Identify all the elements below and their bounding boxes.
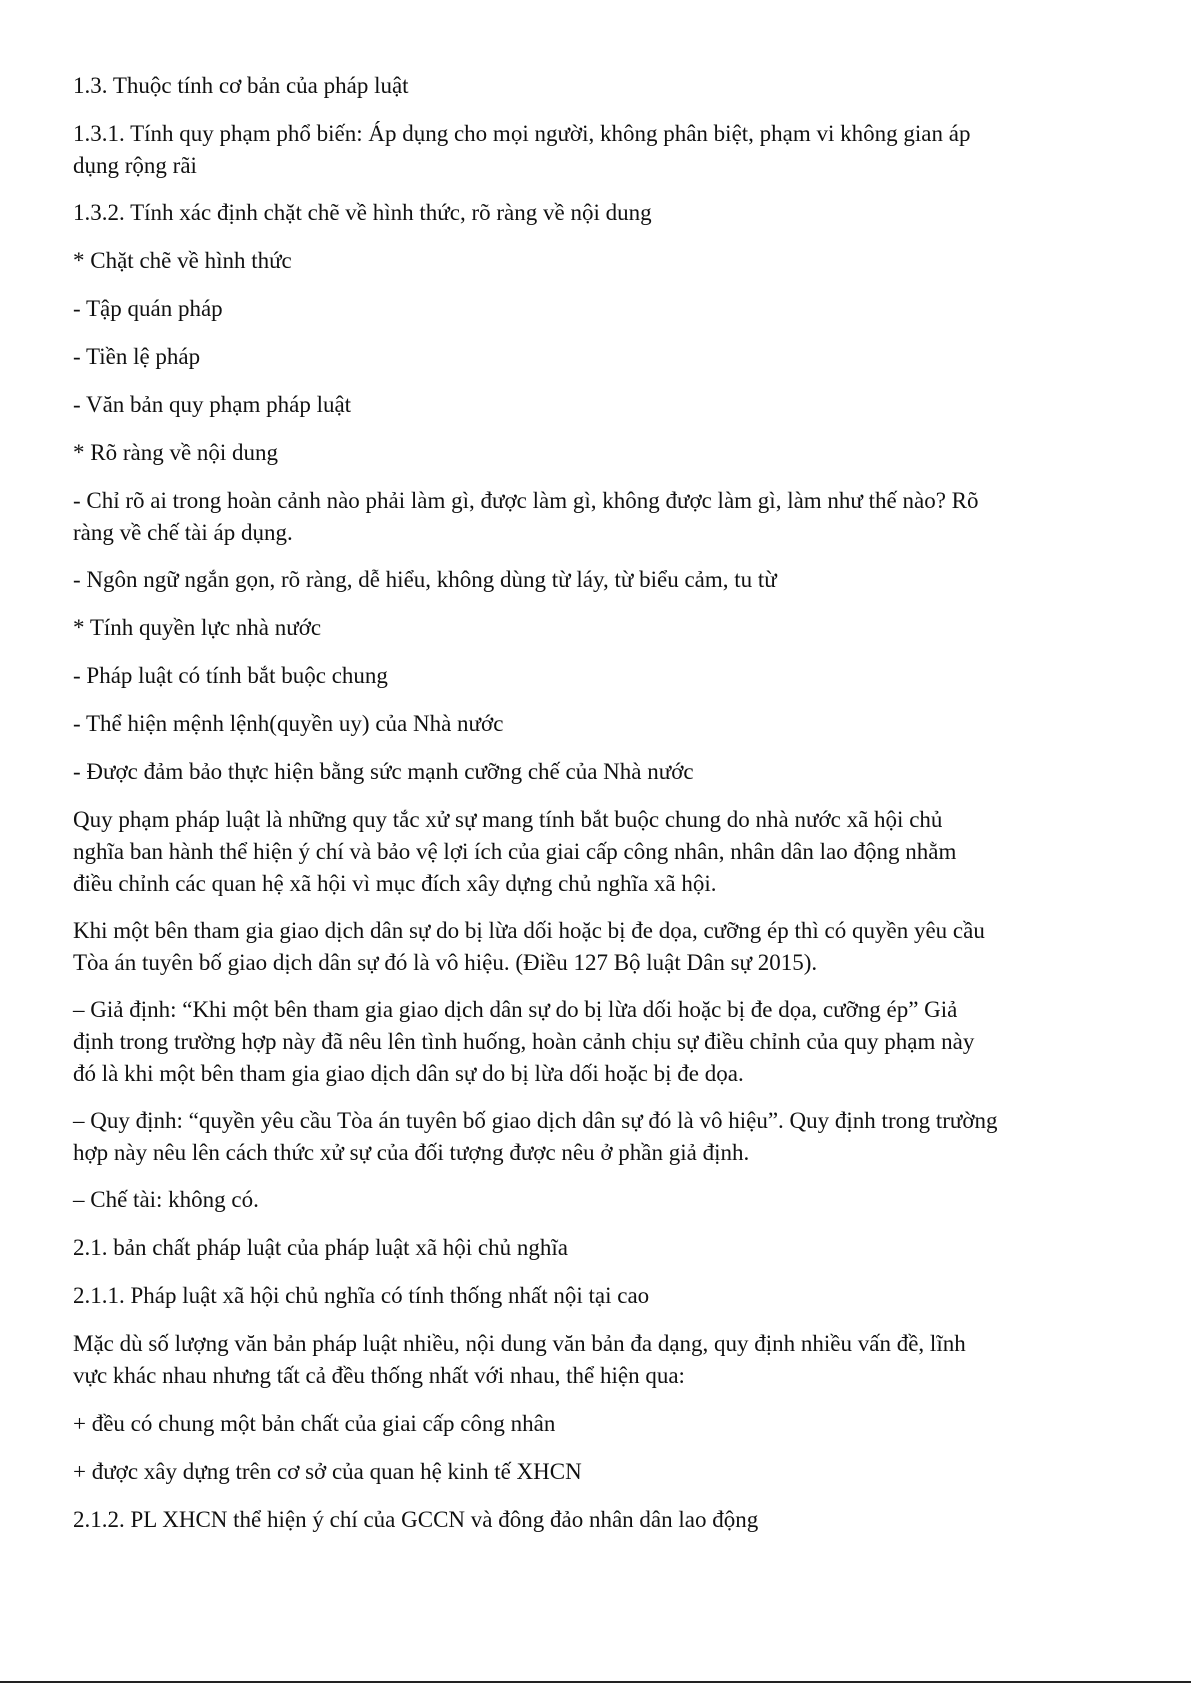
item-quan-he-kinh-te: + được xây dựng trên cơ sở của quan hệ kinh tế XHCN [73, 1459, 582, 1484]
item-ban-chat-gccn: + đều có chung một bản chất của giai cấp công nhân [73, 1411, 556, 1436]
footer-divider [0, 1681, 1191, 1683]
paragraph-1-3-2: 1.3.2. Tính xác định chặt chẽ về hình thức, rõ ràng về nội dung [73, 200, 652, 225]
paragraph-quy-dinh: – Quy định: “quyền yêu cầu Tòa án tuyên bố giao dịch dân sự đó là vô hiệu”. Quy định trong trường hợp này nêu lên cách thức xử sự của đối tượng được nêu ở phần giả định. [73, 1108, 998, 1165]
bullet-chat-che-hinh-thuc: * Chặt chẽ về hình thức [73, 248, 292, 273]
paragraph-quy-pham-phap-luat: Quy phạm pháp luật là những quy tắc xử sự mang tính bắt buộc chung do nhà nước xã hội chủ nghĩa ban hành thể hiện ý chí và bảo vệ lợi ích của giai cấp công nhân, nhân dân lao động nhằm điều chỉnh các quan hệ xã hội vì mục đích xây dựng chủ nghĩa xã hội. [73, 807, 957, 896]
item-bat-buoc-chung: - Pháp luật có tính bắt buộc chung [73, 663, 388, 688]
heading-2-1-2: 2.1.2. PL XHCN thể hiện ý chí của GCCN và đông đảo nhân dân lao động [73, 1507, 759, 1532]
item-ngon-ngu: - Ngôn ngữ ngắn gọn, rõ ràng, dễ hiểu, không dùng từ láy, từ biểu cảm, tu từ [73, 567, 777, 592]
item-menh-lenh: - Thể hiện mệnh lệnh(quyền uy) của Nhà nước [73, 711, 504, 736]
document-body [73, 70, 1133, 1536]
heading-1-3: 1.3. Thuộc tính cơ bản của pháp luật [73, 73, 409, 98]
paragraph-thong-nhat: Mặc dù số lượng văn bản pháp luật nhiều, nội dung văn bản đa dạng, quy định nhiều vấn đề, lĩnh vực khác nhau nhưng tất cả đều thống nhất với nhau, thể hiện qua: [73, 1331, 966, 1388]
item-chi-ro: - Chỉ rõ ai trong hoàn cảnh nào phải làm gì, được làm gì, không được làm gì, làm như thế nào? Rõ ràng về chế tài áp dụng. [73, 488, 979, 545]
item-tap-quan-phap: - Tập quán pháp [73, 296, 223, 321]
paragraph-1-3-1: 1.3.1. Tính quy phạm phổ biến: Áp dụng cho mọi người, không phân biệt, phạm vi không gian áp dụng rộng rãi [73, 121, 971, 178]
item-tien-le-phap: - Tiền lệ pháp [73, 344, 201, 369]
bullet-quyen-luc: * Tính quyền lực nhà nước [73, 615, 322, 640]
heading-2-1-1: 2.1.1. Pháp luật xã hội chủ nghĩa có tính thống nhất nội tại cao [73, 1283, 650, 1308]
item-cuong-che: - Được đảm bảo thực hiện bằng sức mạnh cưỡng chế của Nhà nước [73, 759, 694, 784]
heading-2-1: 2.1. bản chất pháp luật của pháp luật xã hội chủ nghĩa [73, 1235, 568, 1260]
paragraph-gia-dinh: – Giả định: “Khi một bên tham gia giao dịch dân sự do bị lừa dối hoặc bị đe dọa, cưỡng ép” Giả định trong trường hợp này đã nêu lên tình huống, hoàn cảnh chịu sự điều chỉnh của quy phạm này đó là khi một bên tham gia giao dịch dân sự do bị lừa dối hoặc bị đe dọa. [73, 997, 975, 1086]
bullet-ro-rang-noi-dung: * Rõ ràng về nội dung [73, 440, 279, 465]
item-van-ban-qppl: - Văn bản quy phạm pháp luật [73, 392, 352, 417]
paragraph-che-tai: – Chế tài: không có. [73, 1187, 259, 1212]
paragraph-vi-du: Khi một bên tham gia giao dịch dân sự do bị lừa dối hoặc bị đe dọa, cưỡng ép thì có quyền yêu cầu Tòa án tuyên bố giao dịch dân sự đó là vô hiệu. (Điều 127 Bộ luật Dân sự 2015). [73, 918, 985, 975]
